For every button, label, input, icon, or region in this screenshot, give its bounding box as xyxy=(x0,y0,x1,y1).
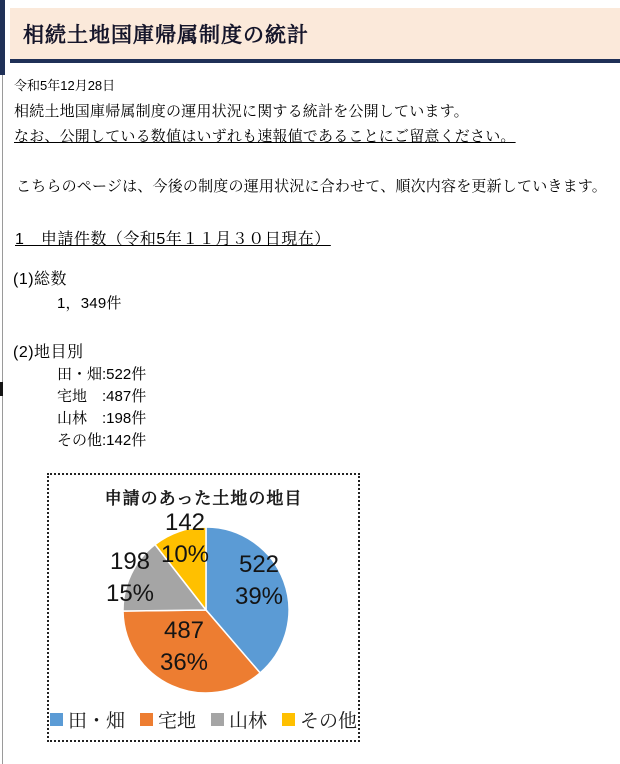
legend-label: 田・畑 xyxy=(67,711,125,732)
pie-chart-box xyxy=(47,473,360,742)
legend-swatch-icon xyxy=(282,713,295,726)
pie-label-count: 142 xyxy=(164,509,206,536)
legend-item-宅地 xyxy=(140,706,196,733)
pie-label-宅地 xyxy=(160,615,208,679)
legend-item-その他 xyxy=(282,706,357,733)
section1-heading: 1 申請件数（令和5年１１月３０日現在） xyxy=(15,231,331,248)
list-item-sanrin: 山林 :198件 xyxy=(57,410,147,427)
intro-line-2-underlined: なお、公開している数値はいずれも速報値であることにご留意ください。 xyxy=(14,128,516,145)
pie-label-田・畑 xyxy=(235,549,283,613)
pie-label-count: 198 xyxy=(109,548,151,575)
legend-label: 宅地 xyxy=(157,711,196,732)
pie-label-count: 487 xyxy=(163,617,205,644)
list-item-sonota: その他:142件 xyxy=(57,432,147,449)
subsection2-label: (2)地目別 xyxy=(13,344,84,361)
publish-date: 令和5年12月28日 xyxy=(14,78,116,93)
legend-label: その他 xyxy=(300,711,358,732)
pie-label-count: 522 xyxy=(238,551,280,578)
pie-label-percent: 15% xyxy=(105,580,155,607)
list-item-ta-hata: 田・畑:522件 xyxy=(57,366,147,383)
chart-legend xyxy=(49,706,358,733)
subsection1-label: (1)総数 xyxy=(13,271,68,288)
pie-label-percent: 39% xyxy=(234,583,284,610)
legend-swatch-icon xyxy=(211,713,224,726)
pie-label-percent: 10% xyxy=(160,541,210,568)
pie-label-山林 xyxy=(106,546,154,610)
pie-label-percent: 36% xyxy=(159,649,209,676)
chart-title: 申請のあった土地の地目 xyxy=(104,489,303,508)
left-frame-tick xyxy=(0,382,3,396)
page-header xyxy=(10,8,620,63)
legend-swatch-icon xyxy=(50,713,63,726)
land-category-list xyxy=(57,364,146,452)
legend-item-山林 xyxy=(211,706,267,733)
intro-line-1: 相続土地国庫帰属制度の運用状況に関する統計を公開しています。 xyxy=(14,103,469,120)
left-frame-line xyxy=(2,75,3,764)
pie-label-その他 xyxy=(161,507,209,571)
total-count-value: 1，349件 xyxy=(57,295,122,312)
legend-item-田・畑 xyxy=(50,706,125,733)
legend-label: 山林 xyxy=(229,711,268,732)
legend-swatch-icon xyxy=(140,713,153,726)
update-note: こちらのページは、今後の制度の運用状況に合わせて、順次内容を更新していきます。 xyxy=(16,178,608,195)
page-title: 相続土地国庫帰属制度の統計 xyxy=(23,23,309,47)
list-item-takuchi: 宅地 :487件 xyxy=(57,388,147,405)
left-accent-bar xyxy=(0,0,5,75)
